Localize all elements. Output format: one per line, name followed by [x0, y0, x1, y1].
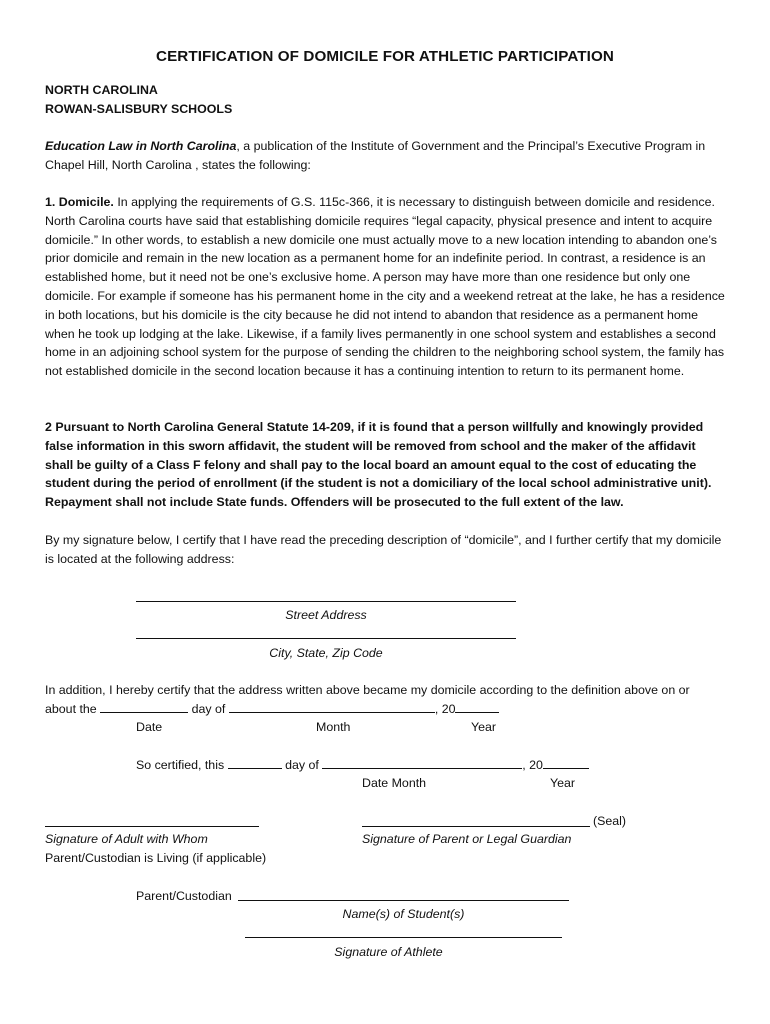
about-the-label: about the [45, 702, 97, 716]
state-name: NORTH CAROLINA [45, 83, 158, 97]
intro-text: , a publication of the Institute of Government and the Principal’s Executive Program in Chapel Hill, North Carolina , states the following: [45, 139, 706, 172]
guardian-signature-label: Signature of Parent or Legal Guardian [362, 832, 572, 846]
addition-year-field[interactable] [455, 700, 499, 713]
addition-date-field[interactable] [100, 700, 188, 713]
seal-label: (Seal) [593, 814, 627, 828]
addition-text: In addition, I hereby certify that the address written above became my domicile according to the definition above on or [45, 683, 690, 697]
intro-paragraph [45, 137, 727, 175]
certify-text: By my signature below, I certify that I have read the preceding description of “domicile”, and I further certify that my domicile is located at the following address: [45, 533, 722, 566]
addition-year-prefix: , 20 [434, 702, 456, 716]
addition-year-label: Year [471, 720, 497, 734]
statute-section [45, 418, 727, 512]
so-certified-date-field[interactable] [228, 756, 282, 769]
so-certified-date-month-label: Date Month [362, 776, 427, 790]
addition-month-field[interactable] [229, 700, 435, 713]
city-state-zip-label: City, State, Zip Code [269, 646, 383, 660]
city-state-zip-line[interactable] [136, 638, 516, 639]
district-name: ROWAN-SALISBURY SCHOOLS [45, 101, 233, 116]
form-title: CERTIFICATION OF DOMICILE FOR ATHLETIC PARTICIPATION [156, 48, 614, 65]
so-certified-year-prefix: , 20 [522, 758, 543, 772]
so-certified-month-field[interactable] [322, 756, 522, 769]
so-certified-label: So certified, this [136, 758, 225, 772]
guardian-signature-line[interactable] [362, 826, 590, 827]
so-certified-year-label: Year [550, 776, 576, 790]
addition-month-label: Month [316, 720, 351, 734]
so-certified-day-of-label: day of [285, 758, 319, 772]
certify-paragraph [45, 531, 727, 569]
street-address-line[interactable] [136, 601, 516, 602]
addition-date-row [45, 700, 499, 718]
student-names-label: Name(s) of Student(s) [342, 907, 465, 921]
addition-date-label: Date [136, 720, 163, 734]
athlete-signature-line[interactable] [245, 937, 562, 938]
parent-custodian-line[interactable] [238, 900, 569, 901]
adult-signature-sublabel: Parent/Custodian is Living (if applicable) [45, 851, 267, 865]
adult-signature-line[interactable] [45, 826, 259, 827]
athlete-signature-label: Signature of Athlete [334, 945, 443, 959]
domicile-section [45, 193, 727, 381]
street-address-label: Street Address [285, 608, 367, 622]
parent-custodian-label: Parent/Custodian [136, 889, 232, 903]
domicile-text: In applying the requirements of G.S. 115c-366, it is necessary to distinguish between domicile and residence. North Carolina courts have said that establishing domicile requires “legal capacity, physical presence and intent to acquire domicile.” In other words, to establish a new domicile one must actually move to a new location intending to abandon one’s prior domicile and remain in the new location as a permanent home for an indefinite period. In contrast, a residence is an established home, but it need not be one’s exclusive home. A person may have more than one residence but only one domicile. For example if someone has his permanent home in the city and a weekend retreat at the lake, he has a residence in both locations, but his domicile is the city because he did not intend to abandon that residence as a permanent home when he took up lodging at the lake. Likewise, if a family lives permanently in one school system and establishes a second home in an adjoining school system for the purpose of sending the children to the neighboring school system, the family has not established domicile in the second location because it has a continuing intention to return to its permanent home. [45, 195, 725, 379]
publication-title: Education Law in North Carolina [45, 139, 237, 153]
header-block [45, 81, 727, 119]
domicile-heading: 1. Domicile. [45, 195, 114, 209]
statute-text: 2 Pursuant to North Carolina General Statute 14-209, if it is found that a person willfully and knowingly provided false information in this sworn affidavit, the student will be removed from school and the maker of the affidavit shall be guilty of a Class F felony and shall pay to the local board an amount equal to the cost of educating the student during the period of enrollment (if the student is not a domiciliary of the local school administrative unit). Repayment shall not include State funds. Offenders will be prosecuted to the full extent of the law. [45, 420, 712, 510]
so-certified-row [136, 756, 589, 774]
so-certified-year-field[interactable] [543, 756, 589, 769]
adult-signature-label: Signature of Adult with Whom [45, 832, 208, 846]
addition-day-of-label: day of [191, 702, 226, 716]
